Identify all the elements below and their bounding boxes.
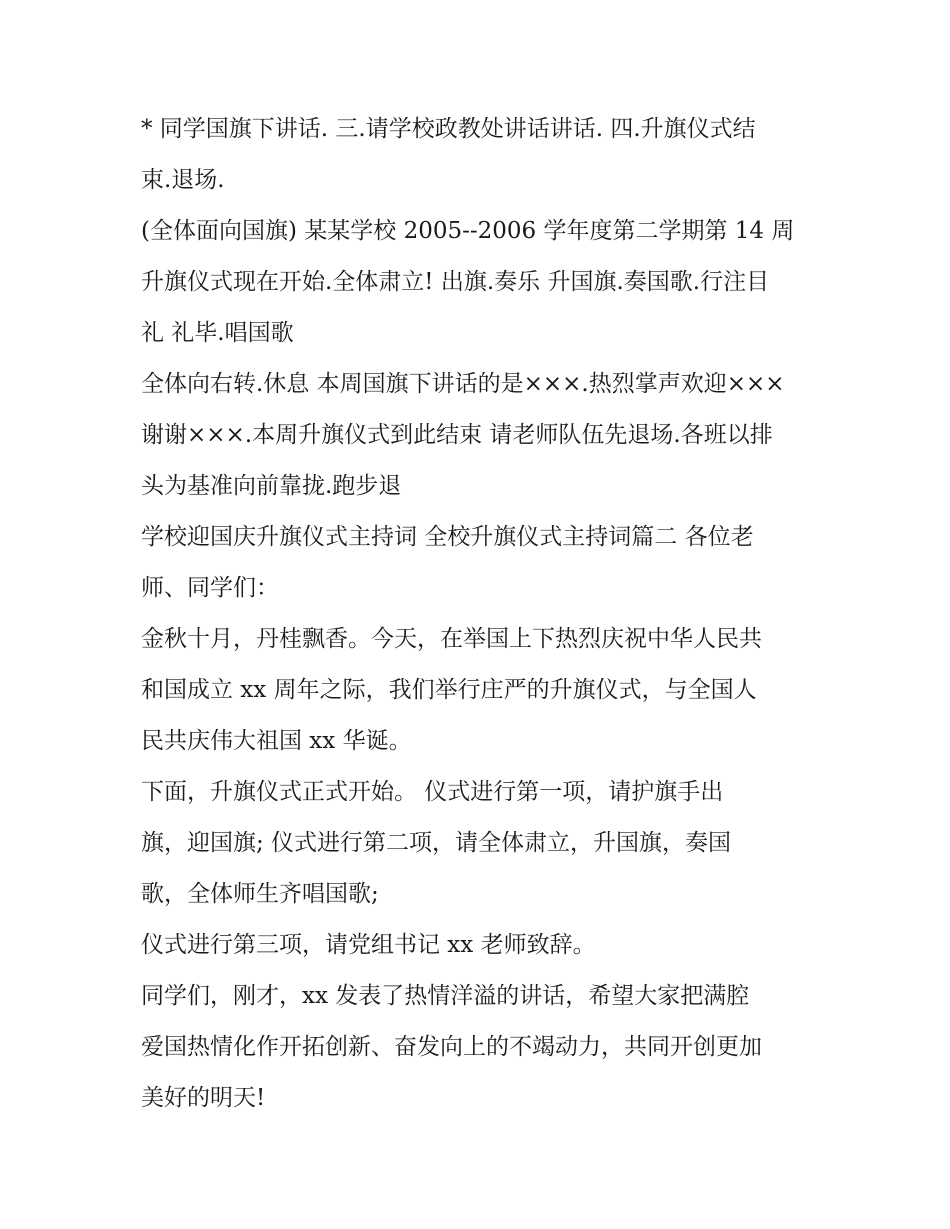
text-line: 爱国热情化作开拓创新、奋发向上的不竭动力，共同开创更加: [141, 1034, 762, 1060]
text-line: 下面，升旗仪式正式开始。 仪式进行第一项，请护旗手出: [141, 779, 724, 805]
text-line: (全体面向国旗) 某某学校 2005--2006 学年度第二学期第 14 周: [141, 218, 795, 244]
text-line: 全体向右转.休息 本周国旗下讲话的是×××.热烈掌声欢迎×××: [141, 371, 785, 397]
text-line: 谢谢×××.本周升旗仪式到此结束 请老师队伍先退场.各班以排: [141, 422, 773, 448]
text-line: 仪式进行第三项，请党组书记 xx 老师致辞。: [141, 932, 596, 958]
text-line: 头为基准向前靠拢.跑步退: [141, 473, 402, 499]
text-line: 美好的明天!: [141, 1085, 266, 1111]
text-line: 民共庆伟大祖国 xx 华诞。: [141, 728, 412, 754]
text-line: 礼 礼毕.唱国歌: [141, 320, 294, 346]
document-body: [141, 104, 813, 1124]
text-line: 师、同学们：: [141, 575, 279, 601]
text-line: 同学们，刚才，xx 发表了热情洋溢的讲话，希望大家把满腔: [141, 983, 750, 1009]
text-line: 旗，迎国旗; 仪式进行第二项，请全体肃立，升国旗，奏国: [141, 830, 732, 856]
text-line: 和国成立 xx 周年之际，我们举行庄严的升旗仪式，与全国人: [141, 677, 757, 703]
text-line: 束.退场.: [141, 167, 225, 193]
text-line: 歌，全体师生齐唱国歌;: [141, 881, 379, 907]
text-line: 学校迎国庆升旗仪式主持词 全校升旗仪式主持词篇二 各位老: [141, 524, 754, 550]
text-line: * 同学国旗下讲话. 三.请学校政教处讲话讲话. 四.升旗仪式结: [141, 116, 756, 142]
text-line: 升旗仪式现在开始.全体肃立! 出旗.奏乐 升国旗.奏国歌.行注目: [141, 269, 770, 295]
text-line: 金秋十月，丹桂飘香。今天，在举国上下热烈庆祝中华人民共: [141, 626, 762, 652]
